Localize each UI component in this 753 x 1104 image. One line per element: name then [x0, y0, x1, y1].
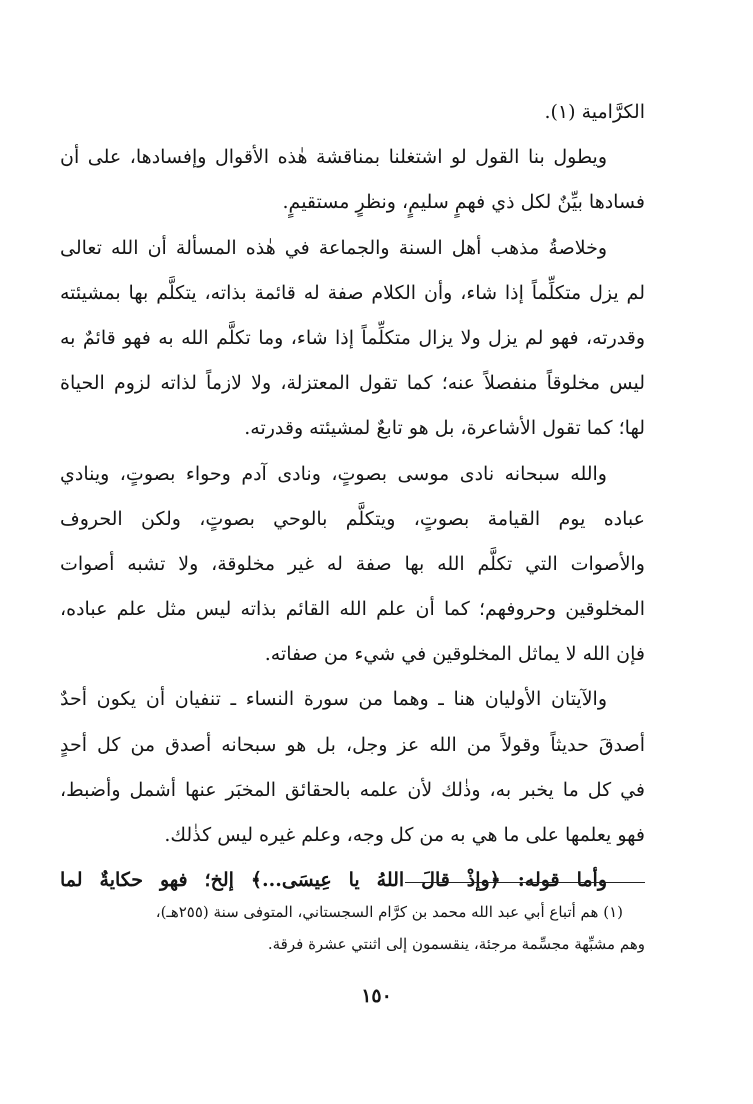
text-line: وأما قوله: ﴿وإذْ قالَ اللهُ يا عِيسَى...﴾ إلخ؛ فهو حكايةٌ لما [60, 869, 607, 892]
text-line: لها؛ كما تقول الأشاعرة، بل هو تابعٌ لمشيئته وقدرته. [244, 417, 645, 440]
footnote-line: (١) هم أتباع أبي عبد الله محمد بن كرَّام السجستاني، المتوفى سنة (٢٥٥هـ)، [155, 903, 623, 921]
text-line: فسادها بيِّنٌ لكل ذي فهمٍ سليمٍ، ونظرٍ مستقيمٍ. [282, 191, 645, 214]
page-number: ١٥٠ [361, 985, 392, 1007]
body-text [60, 90, 645, 903]
footnotes [60, 896, 645, 960]
text-line: عباده يوم القيامة بصوتٍ، ويتكلَّم بالوحي بصوتٍ، ولكن الحروف [60, 507, 645, 530]
footnote-line: وهم مشبِّهة مجسِّمة مرجئة، ينقسمون إلى اثنتي عشرة فرقة. [267, 935, 645, 953]
text-line: وخلاصةُ مذهب أهل السنة والجماعة في هٰذه المسألة أن الله تعالى [60, 236, 607, 259]
text-line: ليس مخلوقاً منفصلاً عنه؛ كما تقول المعتزلة، ولا لازماً لذاته لزوم الحياة [60, 372, 645, 395]
text-line: في كل ما يخبر به، وذٰلك لأن علمه بالحقائق المخبَر عنها أشمل وأضبط، [60, 778, 645, 801]
text-line: فهو يعلمها على ما هي به من كل وجه، وعلم غيره ليس كذٰلك. [164, 824, 645, 846]
text-line: الكرَّامية (١). [544, 101, 645, 123]
footnote-divider [405, 882, 645, 883]
text-line: والآيتان الأوليان هنا ـ وهما من سورة النساء ـ تنفيان أن يكون أحدٌ [60, 688, 607, 711]
text-line: وقدرته، فهو لم يزل ولا يزال متكلِّماً إذا شاء، وما تكلَّم الله به فهو قائمٌ به [60, 326, 645, 349]
text-line: أصدقَ حديثاً وقولاً من الله عز وجل، بل هو سبحانه أصدق من كل أحدٍ [60, 733, 645, 756]
text-line: والله سبحانه نادى موسى بصوتٍ، ونادى آدم وحواء بصوتٍ، وينادي [60, 462, 607, 485]
text-line: المخلوقين وحروفهم؛ كما أن علم الله القائم بذاته ليس مثل علم عباده، [60, 598, 645, 621]
text-line: فإن الله لا يماثل المخلوقين في شيء من صفاته. [264, 643, 645, 666]
text-line: لم يزل متكلِّماً إذا شاء، وأن الكلام صفة له قائمة بذاته، يتكلَّم بها بمشيئته [60, 281, 645, 304]
text-line: والأصوات التي تكلَّم الله بها صفة له غير مخلوقة، ولا تشبه أصوات [60, 552, 645, 575]
text-line: ويطول بنا القول لو اشتغلنا بمناقشة هٰذه الأقوال وإفسادها، على أن [60, 146, 607, 169]
